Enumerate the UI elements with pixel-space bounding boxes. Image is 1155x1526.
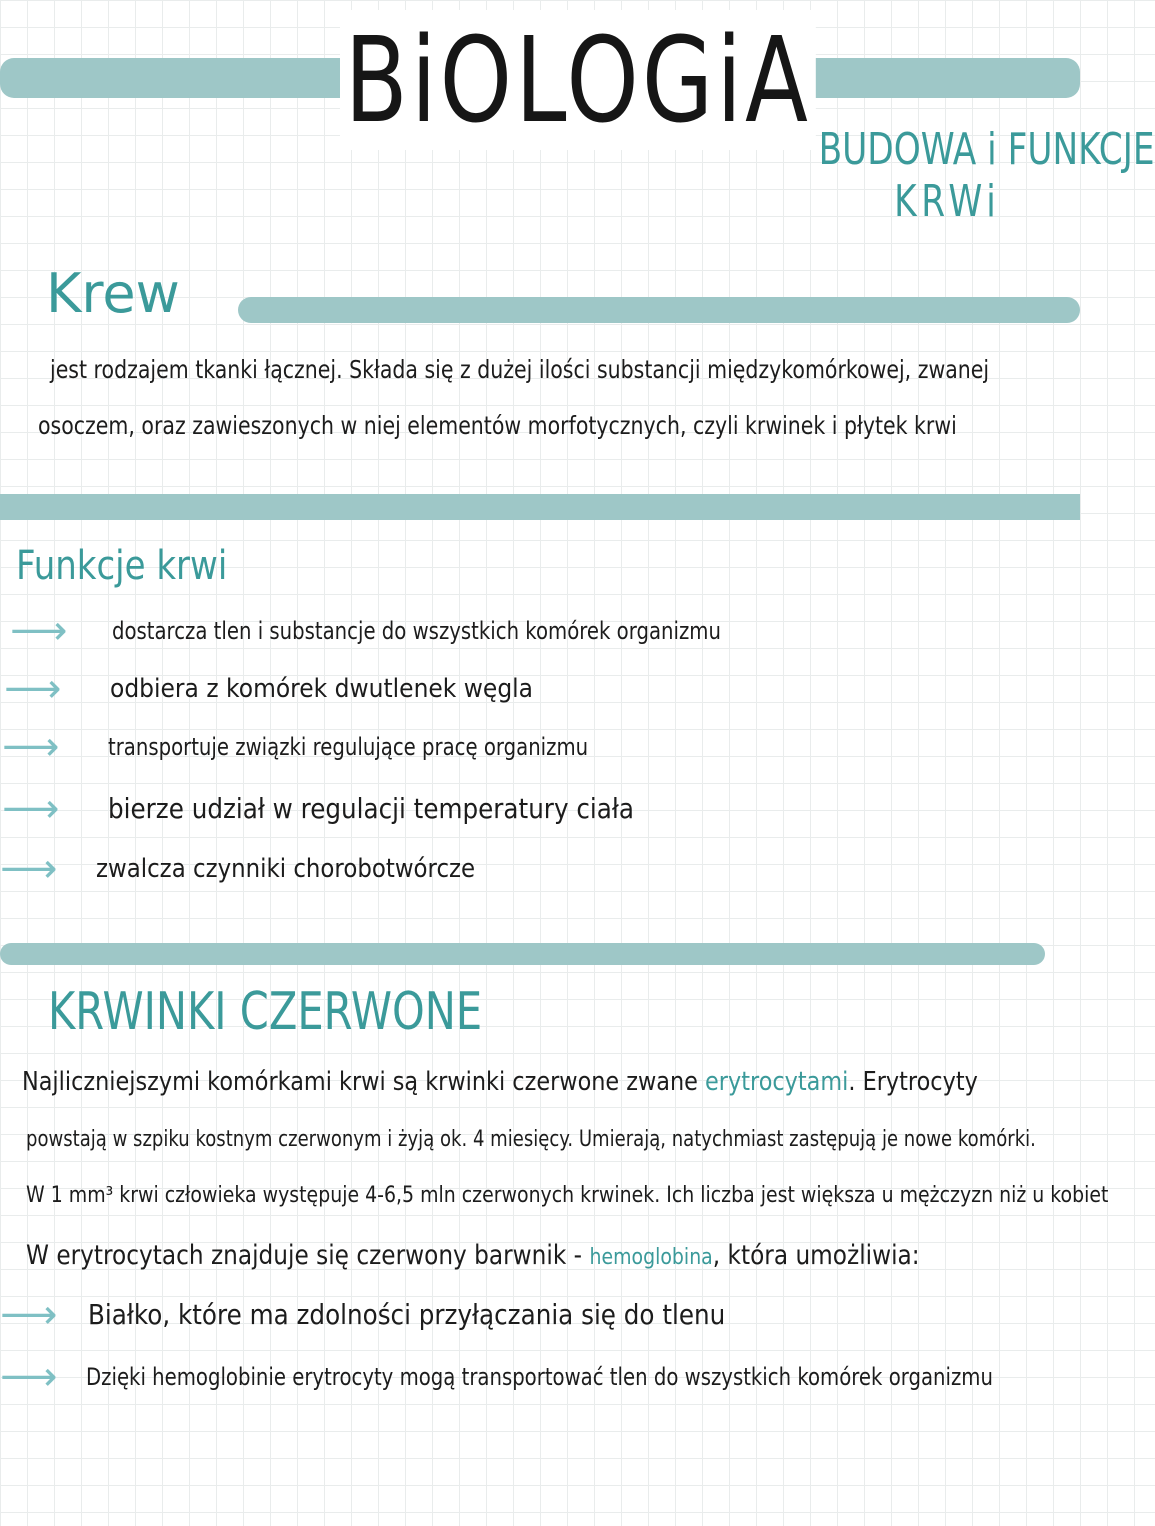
hemoglobina-function-text: Białko, które ma zdolności przyłączania się do tlenu: [88, 1298, 726, 1331]
section-divider-band: [0, 943, 1045, 965]
arrow-icon: ⟶: [4, 666, 62, 712]
krew-text-line-2: osoczem, oraz zawieszonych w niej elementów morfotycznych, czyli krwinek i płytek krwi: [38, 411, 957, 440]
krwinki-text-line-3: W 1 mm³ krwi człowieka występuje 4-6,5 mln czerwonych krwinek. Ich liczba jest większa u mężczyzn niż u kobiet: [26, 1183, 1109, 1208]
page-title: BiOLOGiA: [340, 10, 816, 150]
krwinki-text-line-2: powstają w szpiku kostnym czerwonym i żyją ok. 4 miesięcy. Umierają, natychmiast zastępują je nowe komórki.: [26, 1127, 1036, 1152]
krwinki-text-line-1: [22, 1054, 978, 1110]
krwinki-heading: KRWINKI CZERWONE: [48, 982, 483, 1042]
krew-band: [238, 297, 1080, 323]
krwinki-text-part: , która umożliwia:: [712, 1240, 920, 1271]
hemoglobina-function-text: Dzięki hemoglobinie erytrocyty mogą transportować tlen do wszystkich komórek organizmu: [86, 1363, 993, 1391]
funkcje-heading: Funkcje krwi: [16, 543, 228, 589]
funkcja-text: zwalcza czynniki chorobotwórcze: [96, 854, 476, 884]
arrow-icon: ⟶: [0, 846, 58, 892]
funkcja-text: dostarcza tlen i substancje do wszystkich komórek organizmu: [112, 617, 721, 645]
arrow-icon: ⟶: [0, 1292, 58, 1338]
funkcja-text: odbiera z komórek dwutlenek węgla: [110, 674, 534, 704]
arrow-icon: ⟶: [2, 724, 60, 770]
krwinki-text-part: . Erytrocyty: [848, 1067, 978, 1097]
krwinki-text-line-4: [26, 1228, 920, 1286]
subtitle-line-2: KRWi: [894, 176, 1001, 227]
subtitle-line-1: BUDOWA i FUNKCJE: [818, 124, 1155, 175]
funkcja-text: transportuje związki regulujące pracę organizmu: [108, 733, 589, 761]
page-subtitle: [818, 124, 1155, 228]
krwinki-text-part: Najliczniejszymi komórkami krwi są krwinki czerwone zwane: [22, 1067, 698, 1097]
erytrocyty-term: erytrocytami: [705, 1067, 849, 1097]
arrow-icon: ⟶: [2, 786, 60, 832]
section-divider-band: [0, 494, 1080, 520]
krew-text-line-1: jest rodzajem tkanki łącznej. Składa się z dużej ilości substancji międzykomórkowej, zwanej: [50, 355, 990, 384]
krew-heading: Krew: [46, 262, 180, 325]
arrow-icon: ⟶: [10, 608, 68, 654]
funkcja-text: bierze udział w regulacji temperatury ciała: [108, 792, 634, 825]
krwinki-text-part: W erytrocytach znajduje się czerwony barwnik -: [26, 1240, 583, 1271]
arrow-icon: ⟶: [0, 1354, 58, 1400]
hemoglobina-term: hemoglobina: [589, 1245, 713, 1270]
